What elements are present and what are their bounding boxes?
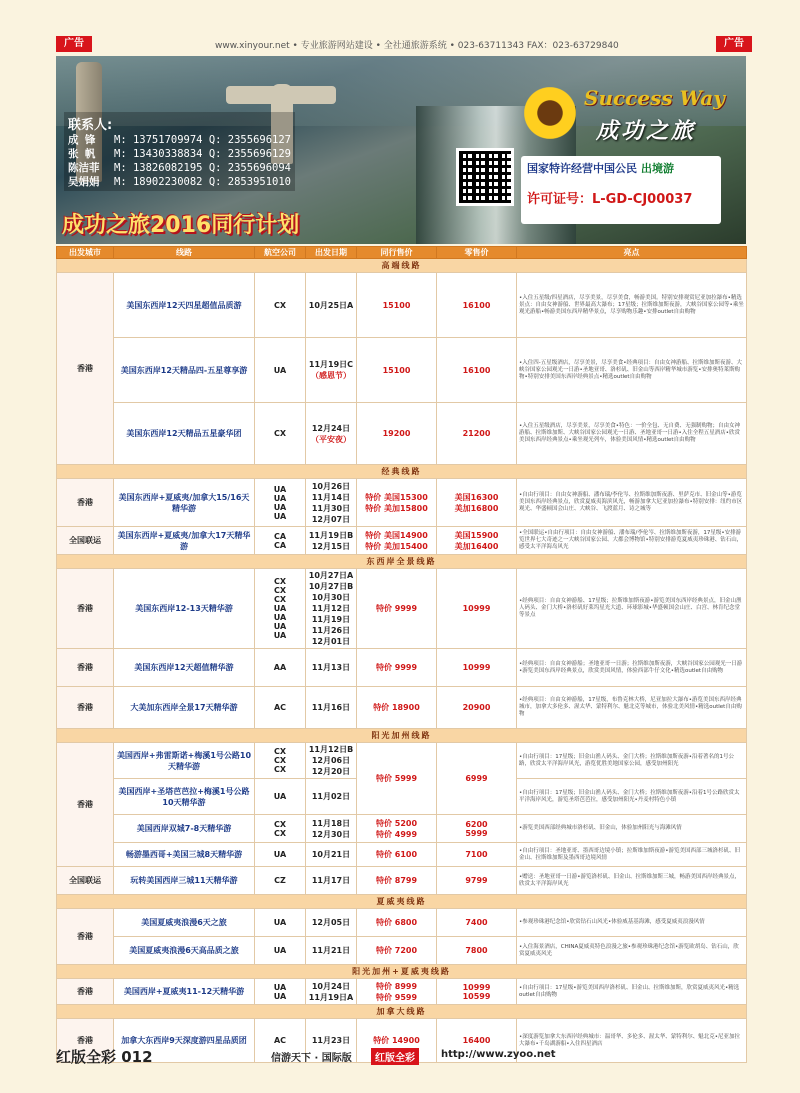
route-name[interactable]: 大美加东西岸全景17天精华游 <box>114 687 255 729</box>
airline: UA <box>273 982 287 992</box>
departure-date: 11月21日 <box>306 937 357 965</box>
col-header-highlights: 亮点 <box>517 247 747 259</box>
peer-price: 15100 <box>357 273 437 338</box>
top-bar <box>0 0 800 58</box>
ad-tag-left: 广告 <box>56 36 92 52</box>
airline: CX <box>273 765 287 774</box>
peer-price: 特价 9999 <box>357 649 437 687</box>
table-row <box>57 815 747 843</box>
top-contact-line: www.xinyour.net • 专业旅游网站建设 • 全社通旅游系统 • 023-63711343 FAX：023-63729840 <box>215 41 619 51</box>
route-name[interactable]: 美国东西岸12-13天精华游 <box>114 569 255 649</box>
route-name[interactable]: 畅游墨西哥+美国三城8天精华游 <box>114 843 255 867</box>
highlights: •赠送：圣地亚哥一日游•游览洛杉矶、旧金山、拉斯维加斯三城，畅游美国西岸经典景点，欣赏太平洋海岸风光 <box>517 867 747 895</box>
airline: AC <box>255 1019 306 1063</box>
airline: UA <box>273 991 287 1001</box>
airline-list <box>255 527 306 555</box>
date-note: （感恩节） <box>311 371 351 380</box>
retail-price: 美国15900 <box>454 530 499 540</box>
table-row <box>57 569 747 649</box>
retail-price: 美加16400 <box>454 541 499 551</box>
retail-price: 7800 <box>437 937 517 965</box>
tour-table <box>56 246 747 1063</box>
peer-price: 特价 8799 <box>357 867 437 895</box>
route-name[interactable]: 美国东西岸12天精品五星豪华团 <box>114 403 255 465</box>
route-name[interactable]: 美国夏威夷浪漫6天高品质之旅 <box>114 937 255 965</box>
airline: UA <box>273 613 287 622</box>
route-name[interactable]: 美国西岸+圣塔芭芭拉+梅溪1号公路10天精华游 <box>114 779 255 815</box>
departure-date: 11月19日 <box>311 615 351 624</box>
table-row <box>57 687 747 729</box>
contact-name: 张 帆 <box>68 148 96 160</box>
contact-name: 吴娟娟 <box>68 176 100 188</box>
departure-city: 香港 <box>57 743 114 867</box>
peer-price: 特价 美加15400 <box>365 541 428 551</box>
date-list <box>306 979 357 1005</box>
licence-line: 国家特许经营中国公民 <box>527 162 637 175</box>
peer-price: 特价 9999 <box>357 569 437 649</box>
highlights: •自由行项目：17星级；旧金山渔人码头、金门大桥；拉斯维加斯夜游•沿着著名的1号公路，欣赏太平洋海岸风光，游览优胜美地国家公园，感受加州阳光 <box>517 743 747 779</box>
highlights: •自由行项目：自由女神游船、潘布瑞/李伦岑、拉斯维加斯夜游、里萨克市、旧金山等•游览美国东西岸经典景点，欣赏夏威夷海滨风光，畅游加拿大尼亚加拉瀑布•特别安排：纽约市区观光、华盛顿国会山庄、大峡谷、飞渡蓝月、诗之城等 <box>517 479 747 527</box>
peer-price: 特价 4999 <box>375 829 418 839</box>
contact-row <box>68 175 291 189</box>
table-row <box>57 403 747 465</box>
departure-date: 11月02日 <box>306 779 357 815</box>
route-name[interactable]: 美国东西岸12天四星超值品质游 <box>114 273 255 338</box>
col-header-date: 出发日期 <box>306 247 357 259</box>
highlights: •经典项目：自由女神游船；圣地亚哥一日游；拉斯维加斯夜游，大峡谷国家公园观光一日游•游览美国东西岸经典景点，欣赏美国风情，体验西部牛仔文化•精选outlet自由购物 <box>517 649 747 687</box>
table-row <box>57 649 747 687</box>
table-row <box>57 979 747 1005</box>
highlights: •经典项目：自由女神游船，17星级，布鲁克林大桥，尼亚加拉大瀑布•游览美国东西岸经典城市，加拿大多伦多、渥太华、蒙特利尔、魁北克等城市，体验北美风情•精选outlet自由购物 <box>517 687 747 729</box>
airline: UA <box>273 631 287 640</box>
airline: UA <box>255 843 306 867</box>
departure-city: 全国联运 <box>57 867 114 895</box>
peer-price-list <box>357 479 437 527</box>
peer-price: 特价 9599 <box>375 992 418 1002</box>
departure-city: 香港 <box>57 273 114 465</box>
date-value: 12月24日 <box>311 423 351 433</box>
route-name[interactable]: 玩转美国西岸三城11天精华游 <box>114 867 255 895</box>
brand-english: Success Way <box>584 86 725 110</box>
airline-list <box>255 569 306 649</box>
departure-date: 11月12日 <box>311 604 351 613</box>
airline: CX <box>273 595 287 604</box>
airline: UA <box>255 937 306 965</box>
departure-date: 10月25日A <box>306 273 357 338</box>
retail-price: 9799 <box>437 867 517 895</box>
peer-price: 特价 6800 <box>357 909 437 937</box>
departure-date: 12月01日 <box>311 637 351 646</box>
highlights: •入住五星级/四星酒店，尽享美景，尽享美食，畅游美国。特别安排观赏尼亚加拉瀑布•精选景点：自由女神游船、世界最高大瀑布；17星级；拉斯维加斯夜游，大峡谷国家公园等•乘坐观光游船•畅游美国东西岸精华景点，尽享购物乐趣•安排outlet自由购物 <box>517 273 747 338</box>
airline: CA <box>273 540 287 550</box>
airline: CX <box>273 747 287 756</box>
airline: CX <box>255 403 306 465</box>
peer-price: 特价 5200 <box>375 818 418 828</box>
highlights: •全国联运•自由行项目：自由女神游船、潘布瑞/李伦岑、拉斯维加斯夜游，17星级•安排游览世界七大奇迹之一大峡谷国家公园、大都会博物馆•特别安排游览夏威夷珍珠港、钻石山，感受太平洋海岛风光 <box>517 527 747 555</box>
retail-price: 6200 <box>465 819 488 829</box>
retail-price: 10599 <box>462 991 491 1001</box>
licence-box <box>521 156 721 224</box>
route-name[interactable]: 美国东西岸12天精品四-五星尊享游 <box>114 338 255 403</box>
retail-price: 10999 <box>437 569 517 649</box>
retail-price: 20900 <box>437 687 517 729</box>
highlights: •入住五星级酒店，尽享美景，尽享美食•特色：一价全包、无自费、无强制购物；自由女神游船、拉斯维加斯、大峡谷国家公园观光一日游、圣地亚哥一日游•入住全程五星酒店•欣赏美国东西岸经典景点•乘坐观光列车，体验美国风情•精选outlet自由购物 <box>517 403 747 465</box>
departure-date: 12月30日 <box>311 829 351 839</box>
route-name[interactable]: 美国西岸+夏威夷11-12天精华游 <box>114 979 255 1005</box>
departure-date: 10月21日 <box>306 843 357 867</box>
departure-date: 11月23日 <box>306 1019 357 1063</box>
retail-price-list <box>437 479 517 527</box>
footer-url-link[interactable]: http://www.zyoo.net <box>441 1049 556 1060</box>
route-name[interactable]: 美国东西岸+夏威夷/加拿大15/16天精华游 <box>114 479 255 527</box>
table-row <box>57 527 747 555</box>
airline: CX <box>255 273 306 338</box>
table-row <box>57 843 747 867</box>
date-value: 11月19日C <box>308 360 354 369</box>
peer-price-list <box>357 979 437 1005</box>
section-header: 阳光加州+夏威夷线路 <box>57 965 747 979</box>
retail-price: 16100 <box>437 338 517 403</box>
airline-list <box>255 479 306 527</box>
departure-date: 10月27日A <box>308 571 354 580</box>
departure-date: 11月17日 <box>306 867 357 895</box>
airline: UA <box>255 338 306 403</box>
departure-date: 12月05日 <box>306 909 357 937</box>
departure-city: 香港 <box>57 687 114 729</box>
contact-title: 联系人: <box>68 118 113 133</box>
route-name[interactable]: 美国东西岸+夏威夷/加拿大17天精华游 <box>114 527 255 555</box>
contact-row <box>68 133 291 147</box>
departure-date: 11月19日B <box>308 530 354 540</box>
section-header: 阳光加州线路 <box>57 729 747 743</box>
departure-date: 11月16日 <box>306 687 357 729</box>
retail-price-list <box>437 527 517 555</box>
page-number: 红版全彩 012 <box>56 1048 153 1066</box>
airline: AA <box>255 649 306 687</box>
airline: CX <box>273 577 287 586</box>
peer-price: 特价 美加15800 <box>365 503 428 513</box>
airline: UA <box>273 604 287 613</box>
date-list <box>306 527 357 555</box>
route-name[interactable]: 美国夏威夷浪漫6天之旅 <box>114 909 255 937</box>
highlights: •入住四-五星级酒店，尽享美景，尽享美食•经典项目：自由女神游船、拉斯维加斯夜游、大峡谷国家公园观光一日游•圣地亚哥、洛杉矶、旧金山等西岸精华城市游览•安排奥特莱斯购物•特别安排美国东西岸经典景点•精选outlet自由购物 <box>517 338 747 403</box>
retail-price: 7400 <box>437 909 517 937</box>
date-list <box>306 569 357 649</box>
col-header-peer-price: 同行售价 <box>357 247 437 259</box>
date-note: （平安夜） <box>311 434 351 444</box>
contact-row <box>68 147 291 161</box>
col-header-city: 出发城市 <box>57 247 114 259</box>
departure-date: 11月26日 <box>311 626 351 635</box>
departure-city: 香港 <box>57 909 114 965</box>
contact-panel <box>64 112 295 191</box>
page-title: 成功之旅2016同行计划 <box>62 213 300 238</box>
peer-price: 特价 14900 <box>357 1019 437 1063</box>
departure-date: 11月14日 <box>311 492 351 502</box>
airline: CZ <box>255 867 306 895</box>
peer-price: 15100 <box>357 338 437 403</box>
col-header-route: 线路 <box>114 247 255 259</box>
qr-code-icon <box>456 148 514 206</box>
airline: UA <box>255 779 306 815</box>
table-row <box>57 867 747 895</box>
airline: UA <box>273 493 287 503</box>
date-list <box>306 815 357 843</box>
licence-number: 许可证号：L-GD-CJ00037 <box>527 192 693 207</box>
contact-row <box>68 161 291 175</box>
route-name[interactable]: 美国西岸+弗雷斯诺+梅溪1号公路10天精华游 <box>114 743 255 779</box>
footer <box>56 1046 746 1066</box>
highlights: •入住海景酒店，CHINA夏威夷特色浪漫之旅•参观珍珠港纪念馆•游览欧胡岛、钻石山，欣赏夏威夷风光 <box>517 937 747 965</box>
table-row <box>57 479 747 527</box>
highlights: •自由行项目：圣地亚哥、墨西哥边境小镇；拉斯维加斯夜游•游览美国西部三城洛杉矶、旧金山、拉斯维加斯及墨西哥边境风情 <box>517 843 747 867</box>
airline: CX <box>273 756 287 765</box>
airline-list <box>255 815 306 843</box>
departure-date: 11月12日B <box>308 745 354 754</box>
airline: UA <box>273 484 287 494</box>
retail-price: 5999 <box>465 828 488 838</box>
col-header-retail-price: 零售价 <box>437 247 517 259</box>
airline: CX <box>273 828 287 838</box>
retail-price: 16400 <box>437 1019 517 1063</box>
table-row <box>57 273 747 338</box>
departure-city: 全国联运 <box>57 527 114 555</box>
peer-price: 特价 18900 <box>357 687 437 729</box>
departure-date <box>306 403 357 465</box>
peer-price: 特价 7200 <box>357 937 437 965</box>
section-header: 夏威夷线路 <box>57 895 747 909</box>
footer-tag: 红版全彩 <box>371 1048 419 1065</box>
retail-price: 16100 <box>437 273 517 338</box>
peer-price: 特价 8999 <box>375 981 418 991</box>
date-list <box>306 743 357 779</box>
peer-price-list <box>357 815 437 843</box>
retail-price: 6999 <box>437 743 517 815</box>
table-row <box>57 937 747 965</box>
highlights: •游览美国西部经典城市洛杉矶、旧金山，体验加州阳光与海滩风情 <box>517 815 747 843</box>
route-name[interactable]: 美国东西岸12天超值精华游 <box>114 649 255 687</box>
departure-date: 10月24日 <box>311 981 351 991</box>
table-row <box>57 338 747 403</box>
departure-date: 10月27日B <box>308 582 354 591</box>
departure-date: 11月30日 <box>311 503 351 513</box>
contact-name: 成 锋 <box>68 134 96 146</box>
airline: CX <box>273 819 287 829</box>
retail-price: 10999 <box>437 649 517 687</box>
departure-date: 12月20日 <box>311 767 351 776</box>
route-name[interactable]: 美国西岸双城7-8天精华游 <box>114 815 255 843</box>
highlights: •深度游览加拿大东西岸经典城市：温哥华、多伦多、渥太华、蒙特利尔、魁北克•尼亚加拉大瀑布•千岛湖游船•入住四星酒店 <box>517 1019 747 1063</box>
retail-price: 7100 <box>437 843 517 867</box>
peer-price: 特价 5999 <box>357 743 437 815</box>
section-header: 高端线路 <box>57 259 747 273</box>
peer-price: 19200 <box>357 403 437 465</box>
contact-phone: M: 13751709974 Q: 2355696127 <box>114 134 292 146</box>
departure-date: 12月15日 <box>311 541 351 551</box>
highlights: •自由行项目：17星级•游览美国西岸洛杉矶、旧金山、拉斯维加斯，欣赏夏威夷风光•精选outlet自由购物 <box>517 979 747 1005</box>
section-header: 加拿大线路 <box>57 1005 747 1019</box>
contact-name: 陈洁菲 <box>68 162 100 174</box>
departure-date: 11月18日 <box>311 818 351 828</box>
departure-date: 11月13日 <box>306 649 357 687</box>
airline-list <box>255 743 306 779</box>
retail-price: 21200 <box>437 403 517 465</box>
peer-price: 特价 美国15300 <box>365 492 428 502</box>
departure-date: 11月19日A <box>308 992 354 1002</box>
departure-city: 香港 <box>57 979 114 1005</box>
departure-date <box>306 338 357 403</box>
sunflower-logo-icon <box>521 84 579 142</box>
peer-price: 特价 6100 <box>357 843 437 867</box>
contact-phone: M: 13826082195 Q: 2355696094 <box>114 162 292 174</box>
departure-city: 香港 <box>57 1019 114 1063</box>
departure-date: 12月06日 <box>311 756 351 765</box>
contact-phone: M: 18902230082 Q: 2853951010 <box>114 176 292 188</box>
airline: CX <box>273 586 287 595</box>
contact-phone: M: 13430338834 Q: 2355696129 <box>114 148 292 160</box>
airline-list <box>255 979 306 1005</box>
airline: UA <box>255 909 306 937</box>
col-header-airline: 航空公司 <box>255 247 306 259</box>
section-header: 东西岸全景线路 <box>57 555 747 569</box>
footer-publication: 信游天下 · 国际版 <box>271 1053 352 1064</box>
retail-price: 美国16300 <box>454 492 499 502</box>
departure-date: 10月26日 <box>311 481 351 491</box>
airline: UA <box>273 502 287 512</box>
peer-price: 特价 美国14900 <box>365 530 428 540</box>
ad-tag-right: 广告 <box>716 36 752 52</box>
highlights: •参观珍珠港纪念馆•欣赏钻石山风光•体验威基基海滩，感受夏威夷浪漫风情 <box>517 909 747 937</box>
departure-date: 12月07日 <box>311 514 351 524</box>
airline: UA <box>273 622 287 631</box>
highlights: •经典项目：自由女神游船、17星级；拉斯维加斯夜游•游览美国东西岸经典景点，旧金山渔人码头、金门大桥•洛杉矶好莱坞星光大道、环球影城•华盛顿国会山庄、白宫、林肯纪念堂等景点 <box>517 569 747 649</box>
retail-price: 美加16800 <box>454 503 499 513</box>
date-list <box>306 479 357 527</box>
brand-chinese: 成功之旅 <box>596 119 697 144</box>
route-name[interactable]: 加拿大东西岸9天深度游四星品质团 <box>114 1019 255 1063</box>
airline: CA <box>273 531 287 541</box>
departure-date: 10月30日 <box>311 593 351 602</box>
retail-price-list <box>437 815 517 843</box>
table-row <box>57 909 747 937</box>
table-header-row <box>57 247 747 259</box>
peer-price-list <box>357 527 437 555</box>
departure-city: 香港 <box>57 649 114 687</box>
airline: AC <box>255 687 306 729</box>
retail-price: 10999 <box>462 982 491 992</box>
departure-city: 香港 <box>57 479 114 527</box>
highlights: •自由行项目：17星级；旧金山渔人码头、金门大桥；拉斯维加斯夜游•沿着1号公路欣赏太平洋海岸风光，游览圣塔芭芭拉，感受加州阳光•丹麦村特色小镇 <box>517 779 747 815</box>
section-header: 经典线路 <box>57 465 747 479</box>
airline: UA <box>273 511 287 521</box>
departure-city: 香港 <box>57 569 114 649</box>
table-row <box>57 743 747 779</box>
licence-tag: 出境游 <box>641 162 674 175</box>
retail-price-list <box>437 979 517 1005</box>
